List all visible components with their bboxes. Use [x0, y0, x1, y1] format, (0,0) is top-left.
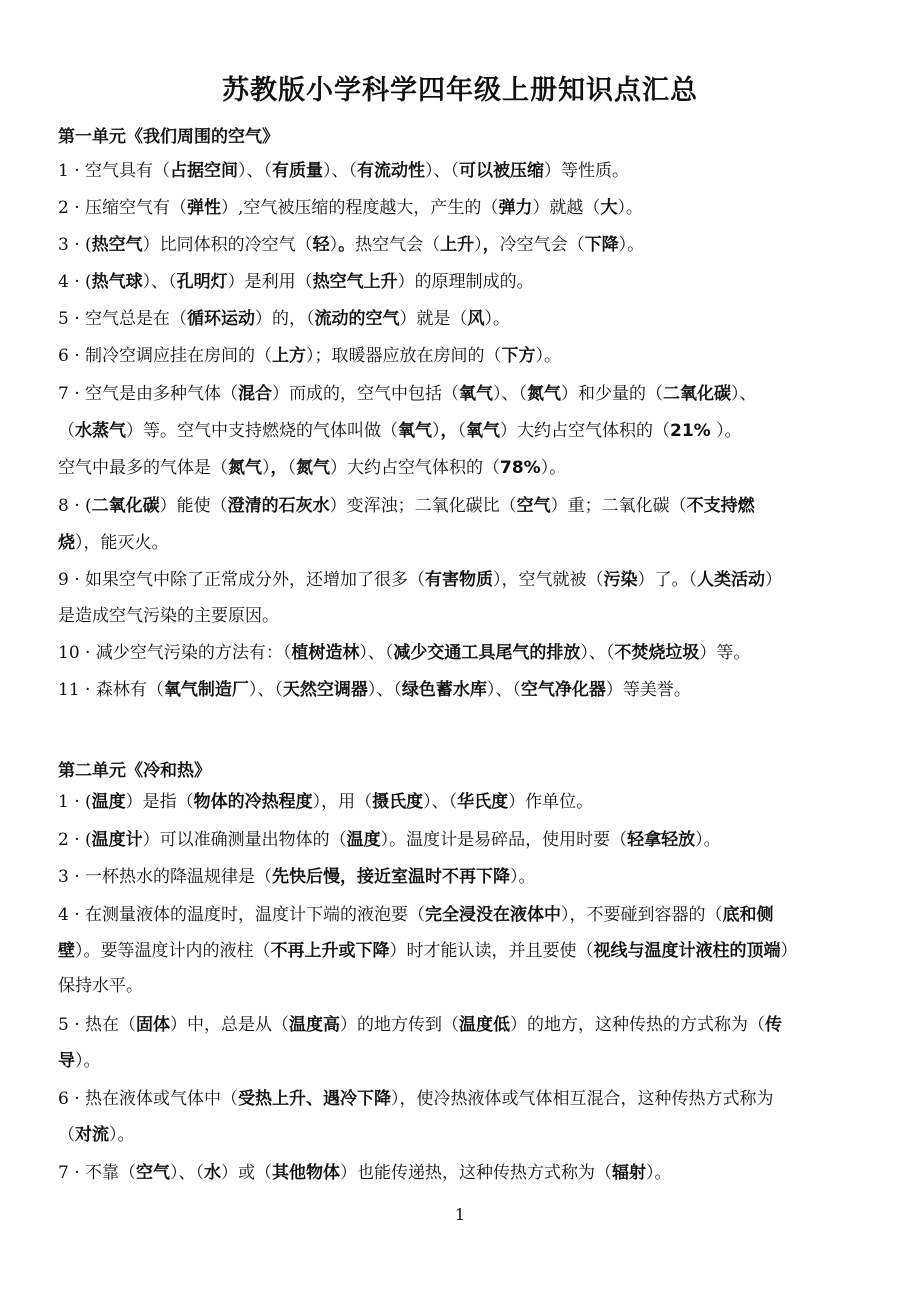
answer-text: 氮气 [228, 458, 262, 478]
unit-2-line [58, 822, 863, 858]
unit-2-line [58, 968, 863, 1004]
unit-2-heading: 第二单元《冷和热》 [58, 761, 211, 781]
answer-text: 21% [670, 421, 711, 441]
unit-1-line [58, 635, 863, 671]
answer-text: 弹性 [187, 198, 222, 218]
answer-text: 污染 [603, 570, 638, 590]
body-text: 2 · 压缩空气有（ [58, 198, 188, 218]
body-text: ） [432, 421, 441, 441]
body-text: ）大约占空气体积的（ [500, 421, 670, 441]
body-text: ）或（ [221, 1163, 273, 1183]
body-text: ）。要等温度计内的液柱（ [75, 941, 271, 961]
body-text: 8 · ( [58, 496, 92, 516]
body-text: ）、（ [486, 680, 521, 700]
answer-text: 循环运动 [187, 309, 256, 329]
answer-text: 绿色蓄水库 [401, 680, 487, 700]
body-text: ）、（ [423, 792, 458, 812]
body-text: 4 · ( [58, 272, 92, 292]
body-text: ）等。 [699, 643, 751, 663]
body-text: ）。 [617, 198, 643, 218]
answer-text: 不焚烧垃圾 [614, 643, 700, 663]
body-text: ） [329, 235, 339, 255]
answer-text: 温度低 [459, 1015, 511, 1035]
answer-text: 温度 [346, 830, 381, 850]
body-text: ）可以准确测量出物体的（ [142, 830, 347, 850]
answer-text: 完全浸没在液体中 [425, 905, 562, 925]
unit-2-line [58, 1117, 863, 1153]
body-text: ）,空气被压缩的程度越大，产生的（ [221, 198, 499, 218]
answer-text: 可以被压缩 [459, 161, 545, 181]
answer-text: 有质量 [272, 161, 324, 181]
body-text: ）等。空气中支持燃烧的气体叫做（ [126, 421, 398, 441]
body-text: ）的地方，这种传热的方式称为（ [510, 1015, 766, 1035]
body-text: ），空气就被（ [493, 570, 604, 590]
answer-text: 空气净化器 [520, 680, 606, 700]
unit-1-line [58, 672, 863, 708]
answer-text: 物体的冷热程度 [193, 792, 313, 812]
answer-text: 减少交通工具尾气的排放 [393, 643, 581, 663]
body-text: 1 · ( [58, 792, 92, 812]
unit-1-heading: 第一单元《我们周围的空气》 [58, 127, 279, 147]
answer-text: 温度 [91, 792, 126, 812]
body-text: 6 · 热在液体或气体中（ [58, 1089, 239, 1109]
unit-2-line [58, 933, 863, 969]
body-text: ）。 [484, 309, 511, 329]
unit-1-line [58, 301, 863, 337]
answer-text: 人类活动 [697, 570, 766, 590]
body-text: ）重；二氧化碳（ [550, 496, 687, 516]
body-text: ）比同体积的冷空气（ [142, 235, 313, 255]
answer-text: ， [270, 458, 288, 478]
unit-1-line [58, 153, 863, 189]
body-text: 11 · 森林有（ [58, 680, 164, 700]
body-text: 5 · 空气总是在（ [58, 309, 188, 329]
unit-1-line [58, 376, 863, 412]
answer-text: 下降 [584, 235, 619, 255]
body-text: ） [262, 458, 271, 478]
answer-text: 空气 [136, 1163, 171, 1183]
answer-text: 孔明灯 [176, 272, 228, 292]
body-text: ）等美誉。 [605, 680, 691, 700]
body-text: ） [474, 235, 483, 255]
body-text: ）是利用（ [227, 272, 313, 292]
body-text: 9 · 如果空气中除了正常成分外，还增加了很多（ [58, 570, 426, 590]
body-text: ）的原理制成的。 [397, 272, 534, 292]
answer-text: 烧 [58, 533, 75, 553]
body-text: ）、（ [248, 680, 283, 700]
body-text: ）而成的，空气中包括（ [272, 384, 460, 404]
body-text: （ [58, 421, 75, 441]
answer-text: 氮气 [296, 458, 330, 478]
unit-1-line [58, 413, 863, 449]
body-text: ）。 [510, 867, 536, 887]
body-text: ）。 [710, 421, 742, 441]
body-text: ）、（ [367, 680, 402, 700]
body-text: ）。 [646, 1163, 672, 1183]
answer-text: 不支持燃 [686, 496, 755, 516]
body-text: ）、（ [425, 161, 460, 181]
unit-1-line [58, 190, 863, 226]
answer-text: 辐射 [612, 1163, 647, 1183]
body-text: ）。 [109, 1125, 135, 1145]
answer-text: 二氧化碳 [663, 384, 732, 404]
body-text: ）。温度计是易碎品，使用时要（ [380, 830, 628, 850]
answer-text: 受热上升、遇冷下降 [238, 1089, 392, 1109]
body-text: ）也能传递热，这种传热方式称为（ [340, 1163, 613, 1183]
body-text: ）变浑浊；二氧化碳比（ [329, 496, 517, 516]
answer-text: 氧气 [459, 384, 494, 404]
body-text: ）是指（ [125, 792, 194, 812]
answer-text: 热空气 [91, 235, 143, 255]
body-text: 7 · 空气是由多种气体（ [58, 384, 239, 404]
body-text: （ [287, 458, 296, 478]
body-text: ）。 [695, 830, 721, 850]
body-text: （ [457, 421, 466, 441]
body-text: ）的，（ [255, 309, 315, 329]
unit-2-line [58, 784, 863, 820]
body-text: ） [780, 941, 798, 961]
page-title: 苏教版小学科学四年级上册知识点汇总 [222, 75, 698, 106]
body-text: ）能使（ [159, 496, 228, 516]
body-text: （ [58, 1125, 75, 1145]
body-text: 6 · 制冷空调应挂在房间的（ [58, 346, 273, 366]
answer-text: 上方 [272, 346, 307, 366]
unit-2-line [58, 1081, 863, 1117]
answer-text: 二氧化碳 [91, 496, 160, 516]
body-text: 10 · 减少空气污染的方法有：（ [58, 643, 292, 663]
page-number: 1 [454, 1205, 466, 1224]
unit-1-line [58, 562, 863, 598]
body-text: ） [765, 570, 783, 590]
body-text: ）就是（ [399, 309, 468, 329]
body-text: ）。 [540, 458, 567, 478]
answer-text: 先快后慢，接近室温时不再下降 [272, 867, 511, 887]
answer-text: 氧气 [466, 421, 500, 441]
body-text: ）；取暖器应放在房间的（ [306, 346, 502, 366]
body-text: ）。 [535, 346, 562, 366]
answer-text: 壁 [58, 941, 75, 961]
answer-text: 轻拿轻放 [627, 830, 696, 850]
body-text: ）。 [618, 235, 645, 255]
unit-2-line [58, 1007, 863, 1043]
answer-text: 弹力 [498, 198, 533, 218]
unit-2-line [58, 1155, 863, 1191]
body-text: 4 · 在测量液体的温度时，温度计下端的液泡要（ [58, 905, 426, 925]
answer-text: ， [482, 235, 500, 255]
answer-text: 植树造林 [291, 643, 360, 663]
answer-text: 热空气上升 [312, 272, 398, 292]
body-text: ）了。（ [637, 570, 698, 590]
answer-text: 华氏度 [457, 792, 509, 812]
answer-text: 对流 [75, 1125, 109, 1145]
body-text: ），用（ [312, 792, 373, 812]
body-text: ）、（ [142, 272, 177, 292]
body-text: 保持水平。 [58, 976, 143, 996]
unit-2-line [58, 1043, 863, 1079]
body-text: ）、（ [580, 643, 615, 663]
body-text: 3 · ( [58, 235, 92, 255]
answer-text: 。 [338, 235, 356, 255]
answer-text: 澄清的石灰水 [227, 496, 330, 516]
body-text: ）、（ [170, 1163, 205, 1183]
answer-text: 大 [600, 198, 618, 218]
answer-text: 导 [58, 1051, 75, 1071]
answer-text: 78% [500, 458, 541, 478]
answer-text: 氧气制造厂 [163, 680, 249, 700]
body-text: ），使冷热液体或气体相互混合，这种传热方式称为 [391, 1089, 774, 1109]
unit-1-line [58, 450, 863, 486]
body-text: ）。 [75, 1051, 101, 1071]
answer-text: 轻 [312, 235, 330, 255]
answer-text: 下方 [501, 346, 536, 366]
answer-text: 其他物体 [272, 1163, 341, 1183]
unit-1-line [58, 525, 863, 561]
body-text: ）和少量的（ [561, 384, 664, 404]
body-text: ）、（ [323, 161, 358, 181]
answer-text: 氧气 [398, 421, 432, 441]
answer-text: 视线与温度计液柱的顶端 [593, 941, 781, 961]
body-text: ），不要碰到容器的（ [561, 905, 723, 925]
body-text: ）等性质。 [544, 161, 630, 181]
answer-text: 流动的空气 [314, 309, 400, 329]
unit-1-line [58, 488, 863, 524]
unit-2-line [58, 859, 863, 895]
body-text: ）大约占空气体积的（ [330, 458, 500, 478]
body-text: 是造成空气污染的主要原因。 [58, 606, 279, 626]
body-text: ）、（ [359, 643, 394, 663]
answer-text: 水蒸气 [75, 421, 126, 441]
answer-text: 不再上升或下降 [270, 941, 390, 961]
unit-1-line [58, 227, 863, 263]
body-text: 冷空气会（ [499, 235, 585, 255]
body-text: 2 · ( [58, 830, 92, 850]
answer-text: 天然空调器 [282, 680, 368, 700]
answer-text: 上升 [440, 235, 475, 255]
answer-text: 占据空间 [170, 161, 239, 181]
body-text: ）、 [731, 384, 757, 404]
answer-text: ， [440, 421, 458, 441]
answer-text: 空气 [516, 496, 551, 516]
unit-1-line [58, 598, 863, 634]
answer-text: 有流动性 [357, 161, 426, 181]
answer-text: 热气球 [91, 272, 143, 292]
body-text: ）就越（ [532, 198, 601, 218]
body-text: 7 · 不靠（ [58, 1163, 137, 1183]
answer-text: 固体 [136, 1015, 171, 1035]
body-text: 3 · 一杯热水的降温规律是（ [58, 867, 273, 887]
answer-text: 温度高 [289, 1015, 341, 1035]
unit-1-line [58, 264, 863, 300]
answer-text: 氮气 [527, 384, 562, 404]
answer-text: 摄氏度 [372, 792, 424, 812]
answer-text: 温度计 [91, 830, 143, 850]
answer-text: 风 [467, 309, 485, 329]
answer-text: 有害物质 [425, 570, 494, 590]
body-text: 热空气会（ [355, 235, 441, 255]
body-text: 空气中最多的气体是（ [58, 458, 228, 478]
answer-text: 混合 [238, 384, 273, 404]
body-text: ）作单位。 [508, 792, 594, 812]
body-text: ）的地方传到（ [340, 1015, 460, 1035]
body-text: ）中，总是从（ [170, 1015, 290, 1035]
answer-text: 底和侧 [722, 905, 774, 925]
body-text: 1 · 空气具有（ [58, 161, 171, 181]
unit-1-line [58, 338, 863, 374]
answer-text: 水 [204, 1163, 222, 1183]
body-text: ）、（ [493, 384, 528, 404]
unit-2-line [58, 897, 863, 933]
body-text: ），能灭火。 [75, 533, 169, 553]
body-text: ）时才能认读，并且要使（ [389, 941, 594, 961]
answer-text: 传 [765, 1015, 783, 1035]
body-text: 5 · 热在（ [58, 1015, 137, 1035]
body-text: ）、（ [238, 161, 273, 181]
